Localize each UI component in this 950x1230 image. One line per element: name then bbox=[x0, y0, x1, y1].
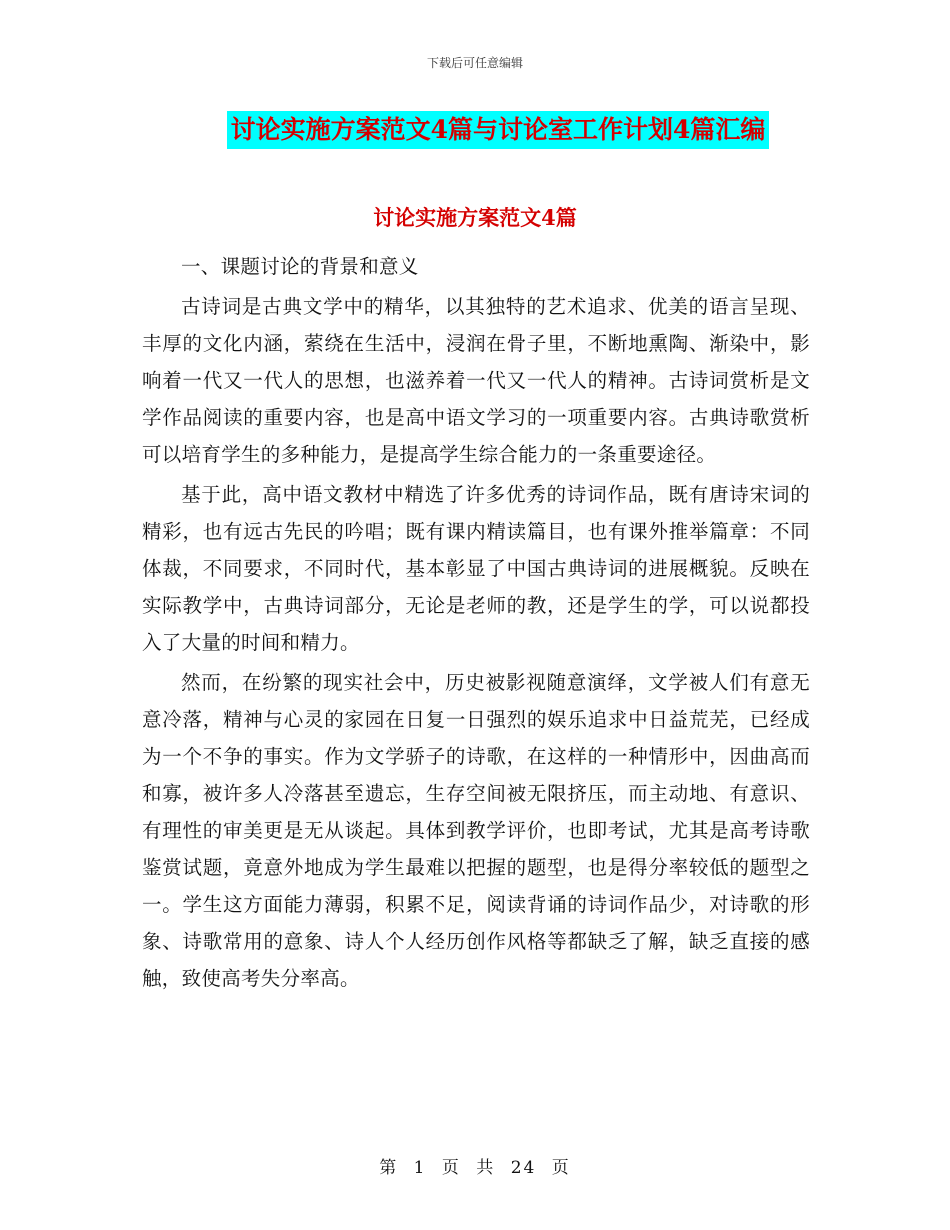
section-heading: 一、课题讨论的背景和意义 bbox=[181, 255, 419, 278]
section-title: 讨论实施方案范文4篇 bbox=[373, 205, 577, 230]
page-footer bbox=[0, 1153, 950, 1178]
main-title: 讨论实施方案范文4篇与讨论室工作计划4篇汇编 bbox=[227, 111, 770, 149]
paragraph-3: 然而，在纷繁的现实社会中，历史被影视随意演绎，文学被人们有意无意冷落，精神与心灵的家园在日复一日强烈的娱乐追求中日益荒芜，已经成为一个不争的事实。作为文学骄子的诗歌，在这样的一种情形中，因曲高而和寡，被许多人冷落甚至遗忘，生存空间被无限挤压，而主动地、有意识、有理性的审美更是无从谈起。具体到教学评价，也即考试，尤其是高考诗歌鉴赏试题，竟意外地成为学生最难以把握的题型，也是得分率较低的题型之一。学生这方面能力薄弱，积累不足，阅读背诵的诗词作品少，对诗歌的形象、诗歌常用的意象、诗人个人经历创作风格等都缺乏了解，缺乏直接的感触，致使高考失分率高。 bbox=[142, 671, 810, 990]
footer-page-number: 1 bbox=[413, 1158, 427, 1178]
paragraph-1: 古诗词是古典文学中的精华，以其独特的艺术追求、优美的语言呈现、丰厚的文化内涵，萦绕在生活中，浸润在骨子里，不断地熏陶、渐染中，影响着一代又一代人的思想，也滋养着一代又一代人的精神。古诗词赏析是文学作品阅读的重要内容，也是高中语文学习的一项重要内容。古典诗歌赏析可以培育学生的多种能力，是提高学生综合能力的一条重要途径。 bbox=[142, 295, 810, 466]
document-body bbox=[142, 248, 810, 997]
header-note: 下载后可任意编辑 bbox=[426, 56, 523, 70]
footer-suffix: 页 bbox=[551, 1158, 571, 1178]
paragraph-2: 基于此，高中语文教材中精选了许多优秀的诗词作品，既有唐诗宋词的精彩，也有远古先民的吟唱；既有课内精读篇目，也有课外推举篇章：不同体裁，不同要求，不同时代，基本彰显了中国古典诗词的进展概貌。反映在实际教学中，古典诗词部分，无论是老师的教，还是学生的学，可以说都投入了大量的时间和精力。 bbox=[142, 483, 810, 654]
footer-total-pages: 24 bbox=[510, 1158, 537, 1178]
main-title-container bbox=[0, 111, 950, 149]
footer-page-label: 页 bbox=[441, 1158, 461, 1178]
footer-total-prefix: 共 bbox=[476, 1158, 496, 1178]
footer-prefix: 第 bbox=[379, 1158, 399, 1178]
